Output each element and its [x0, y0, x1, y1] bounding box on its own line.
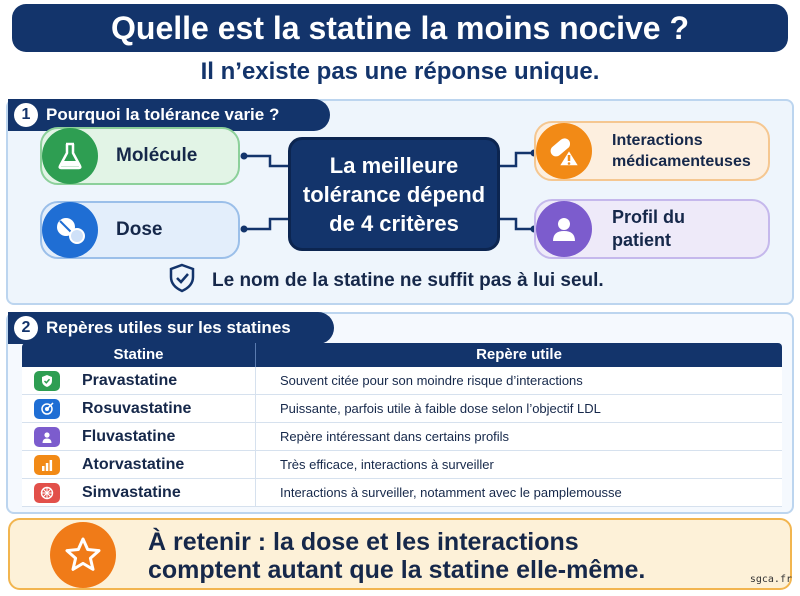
table-row: [22, 451, 782, 479]
criterion-dose-label: Dose: [116, 219, 163, 240]
central-message: La meilleure tolérance dépend de 4 critères: [288, 137, 500, 251]
criterion-interactions: [534, 121, 770, 181]
person-icon: [536, 201, 592, 257]
source-credit: sgca.fr: [749, 574, 792, 585]
flask-icon: [42, 128, 98, 184]
table-row: [22, 423, 782, 451]
shield-check-icon: [168, 263, 196, 299]
statin-note: Repère intéressant dans certains profils: [280, 429, 510, 444]
statin-name: Simvastatine: [82, 483, 181, 501]
criterion-molecule: [40, 127, 240, 185]
section1-number: 1: [14, 103, 38, 127]
page-title: Quelle est la statine la moins nocive ?: [12, 4, 788, 52]
criterion-molecule-label: Molécule: [116, 145, 198, 166]
key-takeaway: [8, 518, 792, 590]
statin-note: Puissante, parfois utile à faible dose selon l’objectif LDL: [280, 401, 601, 416]
star-icon: [50, 522, 116, 588]
tolerance-note: [168, 263, 604, 299]
column-header-statine: Statine: [22, 343, 256, 367]
criterion-profil-label: Profil du patient: [612, 207, 685, 250]
section-reperes: [6, 312, 794, 514]
table-row: [22, 395, 782, 423]
section1-heading: Pourquoi la tolérance varie ?: [46, 105, 280, 124]
takeaway-text: [148, 528, 645, 584]
bar-chart-icon: [34, 455, 60, 475]
tolerance-note-text: Le nom de la statine ne suffit pas à lui seul.: [212, 270, 604, 291]
pills-icon: [42, 202, 98, 258]
criterion-profil: [534, 199, 770, 259]
takeaway-line2: comptent autant que la statine elle-même.: [148, 556, 646, 584]
statin-name: Fluvastatine: [82, 427, 176, 445]
shield-check-icon: [34, 371, 60, 391]
target-icon: [34, 399, 60, 419]
statin-note: Interactions à surveiller, notamment avec le pamplemousse: [280, 485, 622, 500]
table-header: [22, 343, 782, 367]
capsule-warning-icon: [536, 123, 592, 179]
statin-name: Pravastatine: [82, 371, 178, 389]
page-subtitle: Il n’existe pas une réponse unique.: [200, 58, 600, 85]
criterion-interactions-label: Interactions médicamenteuses: [612, 132, 751, 170]
takeaway-line1: À retenir : la dose et les interactions: [148, 528, 579, 556]
table-row: [22, 367, 782, 395]
column-header-repere: Repère utile: [476, 346, 562, 363]
section-tolerance: [6, 99, 794, 305]
section2-number: 2: [14, 316, 38, 340]
statin-note: Souvent citée pour son moindre risque d’interactions: [280, 373, 583, 388]
statins-table: [22, 343, 782, 507]
section2-heading: Repères utiles sur les statines: [46, 318, 291, 337]
table-row: [22, 479, 782, 507]
statin-name: Rosuvastatine: [82, 399, 192, 417]
statin-note: Très efficace, interactions à surveiller: [280, 457, 494, 472]
criterion-dose: [40, 201, 240, 259]
person-icon: [34, 427, 60, 447]
statin-name: Atorvastatine: [82, 455, 185, 473]
section2-header: [8, 312, 334, 344]
grapefruit-icon: [34, 483, 60, 503]
